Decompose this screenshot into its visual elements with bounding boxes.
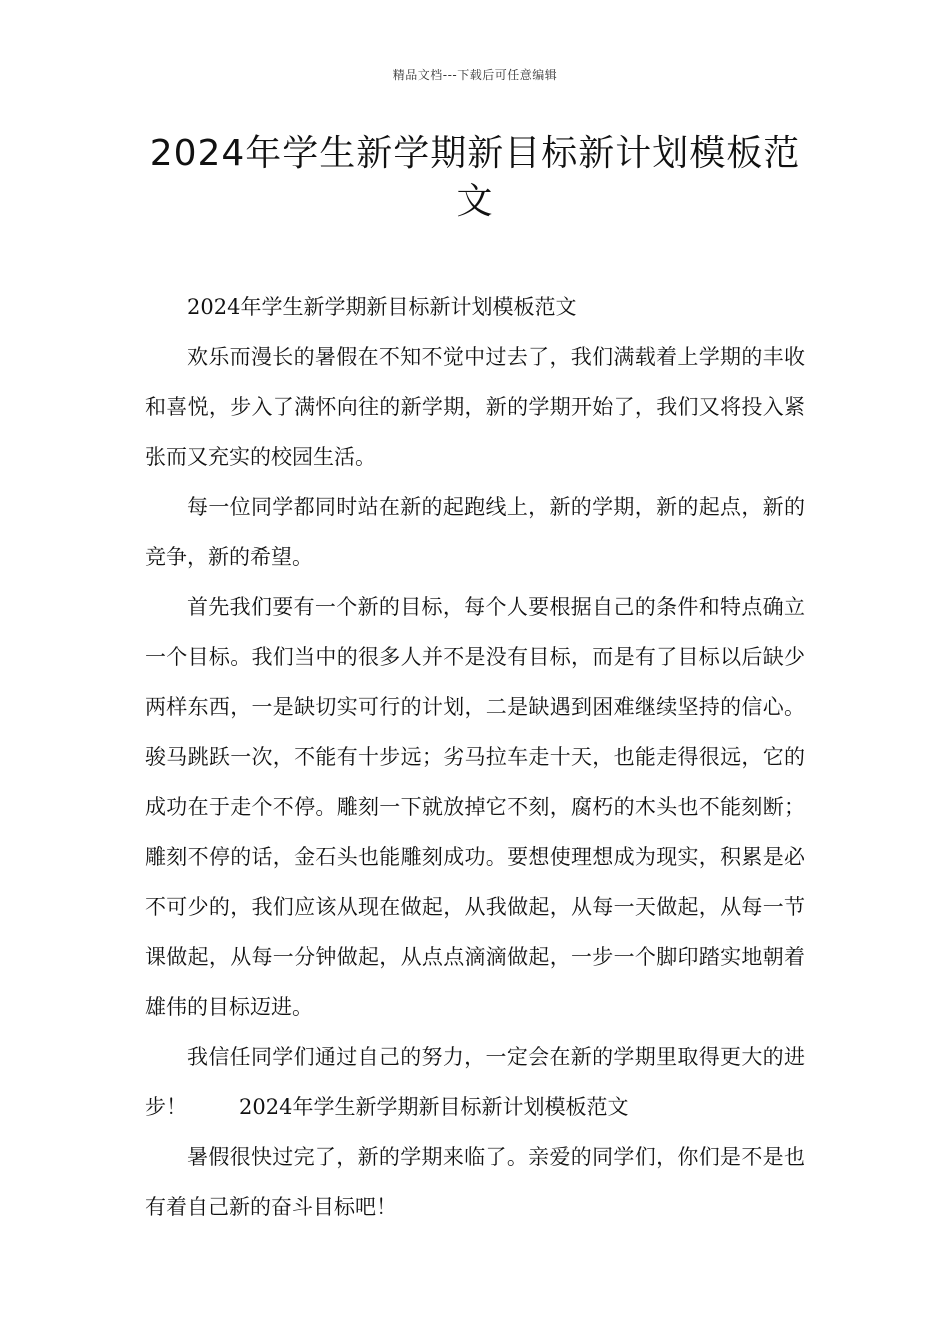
document-title: 2024年学生新学期新目标新计划模板范文 — [149, 133, 801, 222]
subtitle-paragraph: 2024年学生新学期新目标新计划模板范文 — [187, 295, 577, 319]
closing-text: 我信任同学们通过自己的努力，一定会在新的学期里取得更大的进步！ — [145, 1045, 805, 1119]
closing-paragraph — [145, 1032, 805, 1132]
document-body — [145, 282, 805, 1232]
paragraph: 欢乐而漫长的暑假在不知不觉中过去了，我们满载着上学期的丰收和喜悦，步入了满怀向往的新学期，新的学期开始了，我们又将投入紧张而又充实的校园生活。 — [145, 345, 805, 469]
page-header: 精品文档---下载后可任意编辑 — [392, 68, 558, 82]
paragraph: 每一位同学都同时站在新的起跑线上，新的学期，新的起点，新的竞争，新的希望。 — [145, 495, 805, 569]
paragraph: 首先我们要有一个新的目标，每个人要根据自己的条件和特点确立一个目标。我们当中的很多人并不是没有目标，而是有了目标以后缺少两样东西，一是缺切实可行的计划，二是缺遇到困难继续坚持的信心。骏马跳跃一次，不能有十步远；劣马拉车走十天，也能走得很远，它的成功在于走个不停。雕刻一下就放掉它不刻，腐朽的木头也不能刻断；雕刻不停的话，金石头也能雕刻成功。要想使理想成为现实，积累是必不可少的，我们应该从现在做起，从我做起，从每一天做起，从每一节课做起，从每一分钟做起，从点点滴滴做起，一步一个脚印踏实地朝着雄伟的目标迈进。 — [145, 595, 805, 1019]
paragraph: 暑假很快过完了，新的学期来临了。亲爱的同学们，你们是不是也有着自己新的奋斗目标吧！ — [145, 1145, 805, 1219]
inline-heading: 2024年学生新学期新目标新计划模板范文 — [239, 1095, 629, 1119]
